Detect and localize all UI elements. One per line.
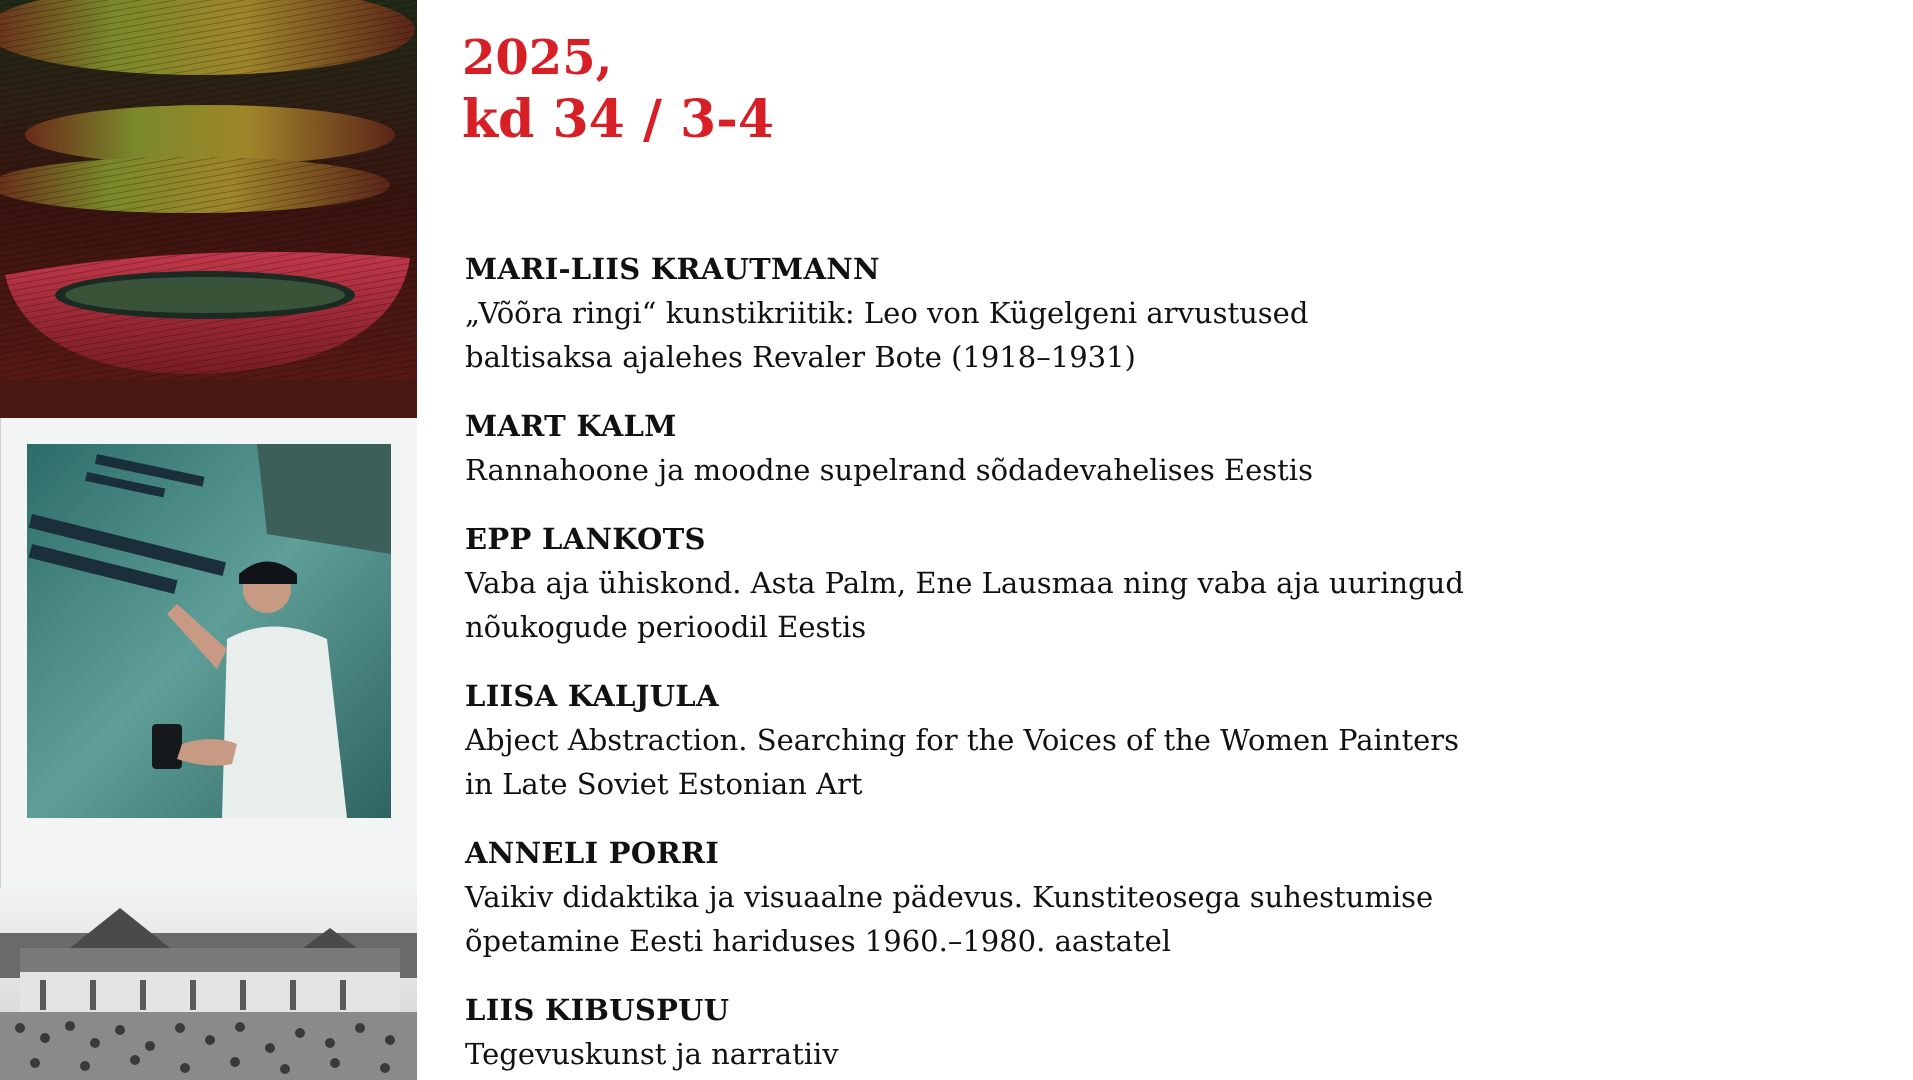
toc-author: MARI-LIIS KRAUTMANN [465,252,880,286]
painting-graphic [0,0,417,418]
toc-title-line: õpetamine Eesti hariduses 1960.–1980. aastatel [465,924,1172,958]
toc-title-line: Vaikiv didaktika ja visuaalne pädevus. Kunstiteosega suhestumise [465,880,1434,914]
toc-entry [465,518,1505,649]
toc-author: LIIS KIBUSPUU [465,993,730,1027]
abstract-painting-image [0,0,417,418]
issue-info [462,28,774,152]
toc-title-line: Tegevuskunst ja narratiiv [465,1037,839,1071]
toc-author: LIISA KALJULA [465,679,719,713]
toc-title-line: in Late Soviet Estonian Art [465,767,863,801]
toc-entry [465,832,1505,963]
toc-title-line: nõukogude perioodil Eestis [465,610,867,644]
toc-entry [465,248,1505,379]
historical-beach-photo-image [0,888,417,1080]
toc-author: EPP LANKOTS [465,522,706,556]
polaroid-graphic [27,444,391,818]
cover-image-column [0,0,417,1080]
issue-volume: kd 34 / 3-4 [462,89,774,150]
toc-entry [465,675,1505,806]
toc-title-line: Rannahoone ja moodne supelrand sõdadevahelises Eestis [465,453,1313,487]
table-of-contents [465,248,1505,1080]
polaroid-photo-image [27,444,391,818]
toc-author: MART KALM [465,409,677,443]
toc-entry [465,989,1505,1076]
polaroid-frame [0,418,417,888]
toc-title-line: baltisaksa ajalehes Revaler Bote (1918–1931) [465,340,1136,374]
toc-title-line: „Võõra ringi“ kunstikriitik: Leo von Kügelgeni arvustused [465,296,1309,330]
toc-title-line: Abject Abstraction. Searching for the Voices of the Women Painters [465,723,1460,757]
toc-title-line: Vaba aja ühiskond. Asta Palm, Ene Lausmaa ning vaba aja uuringud [465,566,1464,600]
toc-author: ANNELI PORRI [465,836,720,870]
toc-entry [465,405,1505,492]
issue-year: 2025, [462,30,613,86]
beach-graphic [0,888,417,1080]
